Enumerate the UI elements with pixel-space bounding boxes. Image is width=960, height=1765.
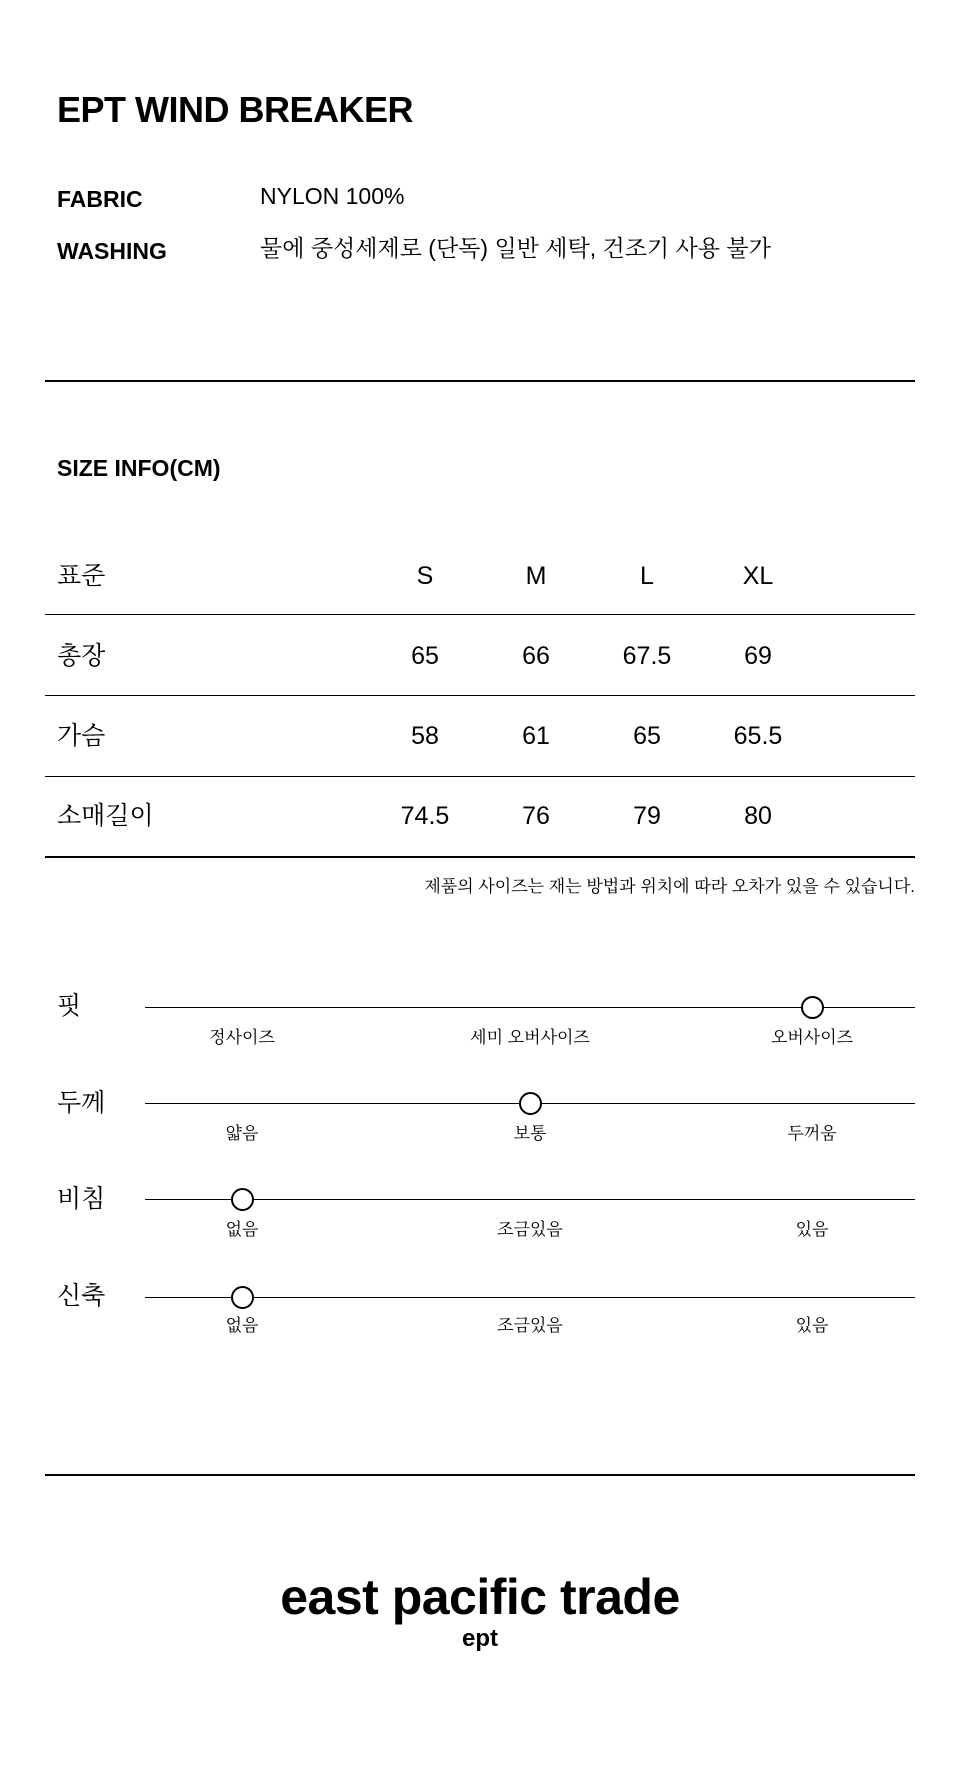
brand-name: east pacific trade — [280, 1569, 680, 1625]
rating-option: 조금있음 — [497, 1316, 563, 1335]
spec-label-fabric: FABRIC — [57, 186, 143, 212]
cell: 65 — [633, 722, 661, 750]
rating-option: 있음 — [795, 1316, 829, 1335]
cell: 65 — [411, 642, 439, 670]
cell: 58 — [411, 722, 439, 750]
spec-value-fabric: NYLON 100% — [260, 183, 405, 209]
row-label-length: 총장 — [57, 642, 106, 670]
rating-label: 두께 — [57, 1089, 106, 1117]
rating-option: 있음 — [795, 1220, 829, 1239]
table-divider — [45, 776, 915, 777]
cell: 65.5 — [733, 722, 783, 750]
cell: 76 — [522, 802, 550, 830]
spec-label-washing: WASHING — [57, 238, 167, 264]
rating-option: 없음 — [225, 1316, 259, 1335]
header-label: 표준 — [57, 562, 106, 590]
cell: 80 — [744, 802, 772, 830]
header-size-s: S — [416, 562, 434, 590]
header-size-xl: XL — [742, 562, 774, 590]
cell: 61 — [522, 722, 550, 750]
cell: 69 — [744, 642, 772, 670]
table-bottom-rule — [45, 856, 915, 858]
cell: 74.5 — [400, 802, 450, 830]
size-info-title: SIZE INFO(CM) — [57, 455, 221, 481]
spec-value-washing: 물에 중성세제로 (단독) 일반 세탁, 건조기 사용 불가 — [260, 235, 771, 261]
rating-option: 보통 — [513, 1124, 547, 1143]
rating-option: 없음 — [225, 1220, 259, 1239]
size-note: 제품의 사이즈는 재는 방법과 위치에 따라 오차가 있을 수 있습니다. — [424, 877, 915, 896]
brand-short: ept — [462, 1625, 498, 1652]
rating-knob — [231, 1286, 254, 1309]
row-label-sleeve: 소매길이 — [57, 802, 154, 830]
rating-option: 조금있음 — [497, 1220, 563, 1239]
rating-option: 두꺼움 — [787, 1124, 837, 1143]
rating-track — [145, 1297, 915, 1298]
rating-label: 신축 — [57, 1282, 106, 1310]
rating-track — [145, 1199, 915, 1200]
rating-knob — [519, 1092, 542, 1115]
rating-label: 비침 — [57, 1185, 106, 1213]
rating-knob — [801, 996, 824, 1019]
rating-option: 얇음 — [225, 1124, 259, 1143]
footer-divider — [45, 1474, 915, 1476]
product-title: EPT WIND BREAKER — [57, 89, 414, 130]
cell: 79 — [633, 802, 661, 830]
rating-option: 오버사이즈 — [770, 1028, 854, 1047]
cell: 66 — [522, 642, 550, 670]
header-size-l: L — [640, 562, 654, 590]
rating-option: 세미 오버사이즈 — [470, 1028, 590, 1047]
rating-knob — [231, 1188, 254, 1211]
table-divider — [45, 614, 915, 615]
rating-label: 핏 — [57, 992, 82, 1020]
rating-option: 정사이즈 — [209, 1028, 275, 1047]
rating-track — [145, 1007, 915, 1008]
row-label-chest: 가슴 — [57, 722, 106, 750]
table-divider — [45, 695, 915, 696]
header-size-m: M — [525, 562, 547, 590]
section-divider — [45, 380, 915, 382]
cell: 67.5 — [622, 642, 672, 670]
